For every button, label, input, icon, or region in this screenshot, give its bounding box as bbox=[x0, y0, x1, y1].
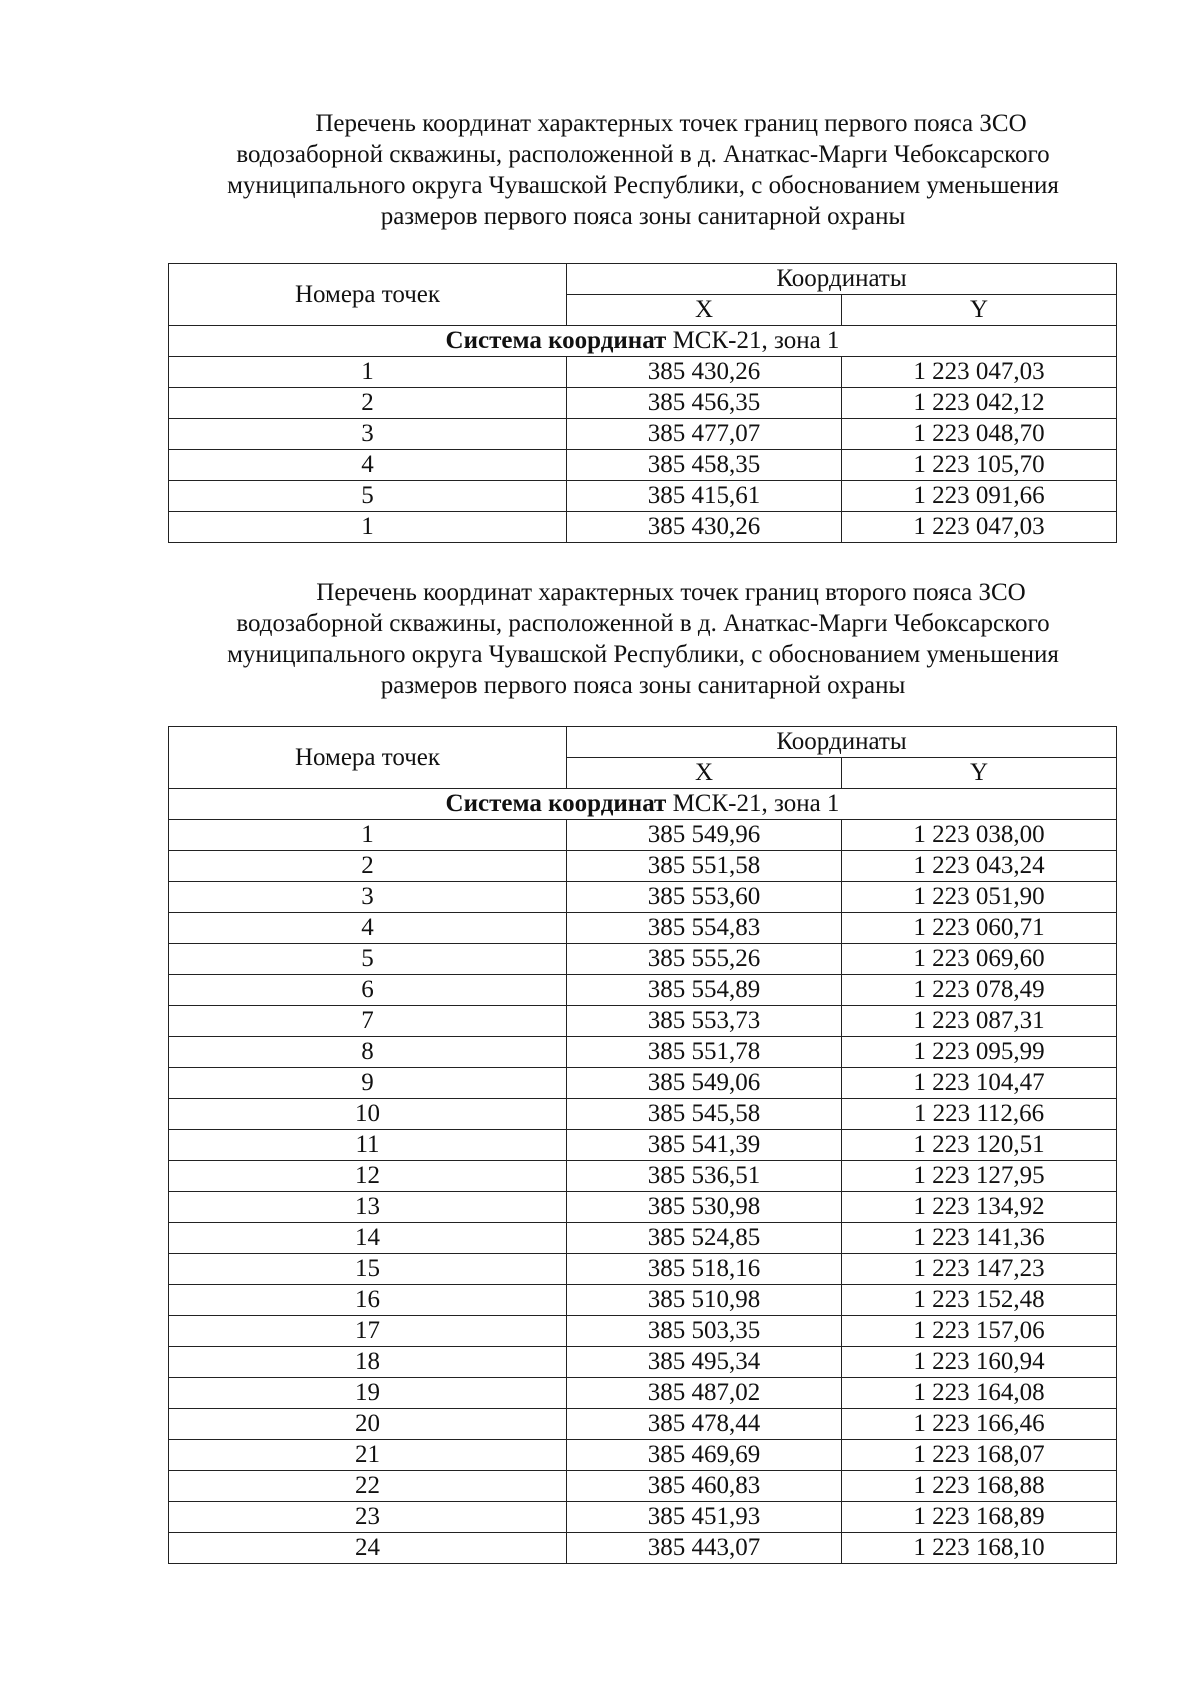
x-coordinate-cell: 385 458,35 bbox=[567, 450, 842, 481]
y-coordinate-cell: 1 223 168,89 bbox=[842, 1502, 1117, 1533]
point-number-cell: 1 bbox=[169, 357, 567, 388]
x-coordinate-cell: 385 510,98 bbox=[567, 1285, 842, 1316]
x-coordinate-cell: 385 451,93 bbox=[567, 1502, 842, 1533]
point-number-cell: 4 bbox=[169, 913, 567, 944]
point-number-cell: 4 bbox=[169, 450, 567, 481]
point-number-cell: 19 bbox=[169, 1378, 567, 1409]
heading-line: муниципального округа Чувашской Республики, с обоснованием уменьшения bbox=[227, 641, 1059, 668]
x-coordinate-cell: 385 554,83 bbox=[567, 913, 842, 944]
y-coordinate-cell: 1 223 160,94 bbox=[842, 1347, 1117, 1378]
point-number-cell: 21 bbox=[169, 1440, 567, 1471]
table-row bbox=[169, 481, 1117, 512]
y-coordinate-cell: 1 223 105,70 bbox=[842, 450, 1117, 481]
coordinate-system-name: МСК-21, зона 1 bbox=[666, 790, 840, 817]
table-row bbox=[169, 512, 1117, 543]
x-coordinate-cell: 385 524,85 bbox=[567, 1223, 842, 1254]
table-row bbox=[169, 1254, 1117, 1285]
coordinates-table-second-zone bbox=[168, 726, 1117, 1564]
table-row bbox=[169, 1192, 1117, 1223]
table-row bbox=[169, 1502, 1117, 1533]
coordinate-system-title: Система координат bbox=[445, 790, 667, 817]
table-row bbox=[169, 944, 1117, 975]
table-row bbox=[169, 450, 1117, 481]
y-coordinate-cell: 1 223 168,07 bbox=[842, 1440, 1117, 1471]
table-row bbox=[169, 1347, 1117, 1378]
point-number-cell: 12 bbox=[169, 1161, 567, 1192]
column-header-x: X bbox=[567, 758, 842, 789]
coordinate-system-name: МСК-21, зона 1 bbox=[666, 327, 840, 354]
y-coordinate-cell: 1 223 127,95 bbox=[842, 1161, 1117, 1192]
y-coordinate-cell: 1 223 047,03 bbox=[842, 512, 1117, 543]
table-row bbox=[169, 1316, 1117, 1347]
x-coordinate-cell: 385 551,58 bbox=[567, 851, 842, 882]
y-coordinate-cell: 1 223 060,71 bbox=[842, 913, 1117, 944]
x-coordinate-cell: 385 555,26 bbox=[567, 944, 842, 975]
point-number-cell: 1 bbox=[169, 820, 567, 851]
heading-line: размеров первого пояса зоны санитарной охраны bbox=[380, 672, 906, 699]
heading-line: водозаборной скважины, расположенной в д. Анаткас-Марги Чебоксарского bbox=[236, 141, 1050, 168]
table-row bbox=[169, 1285, 1117, 1316]
point-number-cell: 8 bbox=[169, 1037, 567, 1068]
point-number-cell: 23 bbox=[169, 1502, 567, 1533]
x-coordinate-cell: 385 487,02 bbox=[567, 1378, 842, 1409]
y-coordinate-cell: 1 223 157,06 bbox=[842, 1316, 1117, 1347]
heading-first-zone bbox=[168, 108, 1118, 232]
table-row bbox=[169, 1378, 1117, 1409]
table-row bbox=[169, 882, 1117, 913]
table-row bbox=[169, 820, 1117, 851]
y-coordinate-cell: 1 223 047,03 bbox=[842, 357, 1117, 388]
y-coordinate-cell: 1 223 087,31 bbox=[842, 1006, 1117, 1037]
column-header-points: Номера точек bbox=[169, 727, 567, 789]
point-number-cell: 6 bbox=[169, 975, 567, 1006]
point-number-cell: 7 bbox=[169, 1006, 567, 1037]
x-coordinate-cell: 385 456,35 bbox=[567, 388, 842, 419]
table-row bbox=[169, 388, 1117, 419]
x-coordinate-cell: 385 495,34 bbox=[567, 1347, 842, 1378]
heading-line: водозаборной скважины, расположенной в д. Анаткас-Марги Чебоксарского bbox=[236, 610, 1050, 637]
column-header-coordinates: Координаты bbox=[567, 264, 1117, 295]
x-coordinate-cell: 385 541,39 bbox=[567, 1130, 842, 1161]
coordinate-system-row bbox=[169, 326, 1117, 357]
x-coordinate-cell: 385 553,60 bbox=[567, 882, 842, 913]
heading-second-zone bbox=[168, 577, 1118, 701]
x-coordinate-cell: 385 477,07 bbox=[567, 419, 842, 450]
table-row bbox=[169, 1533, 1117, 1564]
y-coordinate-cell: 1 223 134,92 bbox=[842, 1192, 1117, 1223]
point-number-cell: 3 bbox=[169, 882, 567, 913]
point-number-cell: 11 bbox=[169, 1130, 567, 1161]
y-coordinate-cell: 1 223 038,00 bbox=[842, 820, 1117, 851]
y-coordinate-cell: 1 223 112,66 bbox=[842, 1099, 1117, 1130]
coordinate-system-label bbox=[169, 326, 1117, 357]
table-row bbox=[169, 357, 1117, 388]
point-number-cell: 10 bbox=[169, 1099, 567, 1130]
x-coordinate-cell: 385 469,69 bbox=[567, 1440, 842, 1471]
y-coordinate-cell: 1 223 051,90 bbox=[842, 882, 1117, 913]
table-body bbox=[169, 326, 1117, 543]
column-header-x: X bbox=[567, 295, 842, 326]
x-coordinate-cell: 385 545,58 bbox=[567, 1099, 842, 1130]
y-coordinate-cell: 1 223 168,10 bbox=[842, 1533, 1117, 1564]
column-header-y: Y bbox=[842, 758, 1117, 789]
y-coordinate-cell: 1 223 164,08 bbox=[842, 1378, 1117, 1409]
y-coordinate-cell: 1 223 078,49 bbox=[842, 975, 1117, 1006]
table-row bbox=[169, 1130, 1117, 1161]
point-number-cell: 22 bbox=[169, 1471, 567, 1502]
coordinate-system-label bbox=[169, 789, 1117, 820]
table-row bbox=[169, 1099, 1117, 1130]
x-coordinate-cell: 385 415,61 bbox=[567, 481, 842, 512]
point-number-cell: 1 bbox=[169, 512, 567, 543]
point-number-cell: 2 bbox=[169, 388, 567, 419]
point-number-cell: 20 bbox=[169, 1409, 567, 1440]
y-coordinate-cell: 1 223 168,88 bbox=[842, 1471, 1117, 1502]
column-header-points: Номера точек bbox=[169, 264, 567, 326]
x-coordinate-cell: 385 554,89 bbox=[567, 975, 842, 1006]
point-number-cell: 15 bbox=[169, 1254, 567, 1285]
table-row bbox=[169, 1037, 1117, 1068]
x-coordinate-cell: 385 443,07 bbox=[567, 1533, 842, 1564]
point-number-cell: 14 bbox=[169, 1223, 567, 1254]
heading-line: Перечень координат характерных точек границ первого пояса ЗСО bbox=[315, 110, 1027, 137]
column-header-y: Y bbox=[842, 295, 1117, 326]
table-row bbox=[169, 1006, 1117, 1037]
y-coordinate-cell: 1 223 147,23 bbox=[842, 1254, 1117, 1285]
table-row bbox=[169, 1409, 1117, 1440]
table-row bbox=[169, 1440, 1117, 1471]
x-coordinate-cell: 385 518,16 bbox=[567, 1254, 842, 1285]
point-number-cell: 13 bbox=[169, 1192, 567, 1223]
x-coordinate-cell: 385 430,26 bbox=[567, 512, 842, 543]
table-row bbox=[169, 1068, 1117, 1099]
y-coordinate-cell: 1 223 042,12 bbox=[842, 388, 1117, 419]
heading-line: муниципального округа Чувашской Республики, с обоснованием уменьшения bbox=[227, 172, 1059, 199]
x-coordinate-cell: 385 553,73 bbox=[567, 1006, 842, 1037]
table-row bbox=[169, 1223, 1117, 1254]
point-number-cell: 5 bbox=[169, 944, 567, 975]
coordinates-table-first-zone bbox=[168, 263, 1117, 543]
coordinate-system-row bbox=[169, 789, 1117, 820]
table-row bbox=[169, 419, 1117, 450]
y-coordinate-cell: 1 223 166,46 bbox=[842, 1409, 1117, 1440]
point-number-cell: 3 bbox=[169, 419, 567, 450]
point-number-cell: 16 bbox=[169, 1285, 567, 1316]
column-header-coordinates: Координаты bbox=[567, 727, 1117, 758]
table-row bbox=[169, 975, 1117, 1006]
table-row bbox=[169, 1161, 1117, 1192]
x-coordinate-cell: 385 536,51 bbox=[567, 1161, 842, 1192]
x-coordinate-cell: 385 503,35 bbox=[567, 1316, 842, 1347]
point-number-cell: 5 bbox=[169, 481, 567, 512]
point-number-cell: 18 bbox=[169, 1347, 567, 1378]
x-coordinate-cell: 385 551,78 bbox=[567, 1037, 842, 1068]
table-body bbox=[169, 789, 1117, 1564]
y-coordinate-cell: 1 223 095,99 bbox=[842, 1037, 1117, 1068]
point-number-cell: 24 bbox=[169, 1533, 567, 1564]
y-coordinate-cell: 1 223 141,36 bbox=[842, 1223, 1117, 1254]
table-row bbox=[169, 1471, 1117, 1502]
y-coordinate-cell: 1 223 120,51 bbox=[842, 1130, 1117, 1161]
point-number-cell: 2 bbox=[169, 851, 567, 882]
x-coordinate-cell: 385 549,06 bbox=[567, 1068, 842, 1099]
x-coordinate-cell: 385 549,96 bbox=[567, 820, 842, 851]
point-number-cell: 9 bbox=[169, 1068, 567, 1099]
table-row bbox=[169, 913, 1117, 944]
heading-line: Перечень координат характерных точек границ второго пояса ЗСО bbox=[316, 579, 1026, 606]
y-coordinate-cell: 1 223 104,47 bbox=[842, 1068, 1117, 1099]
x-coordinate-cell: 385 478,44 bbox=[567, 1409, 842, 1440]
heading-line: размеров первого пояса зоны санитарной охраны bbox=[380, 203, 906, 230]
y-coordinate-cell: 1 223 048,70 bbox=[842, 419, 1117, 450]
coordinate-system-title: Система координат bbox=[445, 327, 667, 354]
y-coordinate-cell: 1 223 043,24 bbox=[842, 851, 1117, 882]
x-coordinate-cell: 385 460,83 bbox=[567, 1471, 842, 1502]
y-coordinate-cell: 1 223 152,48 bbox=[842, 1285, 1117, 1316]
x-coordinate-cell: 385 530,98 bbox=[567, 1192, 842, 1223]
table-row bbox=[169, 851, 1117, 882]
y-coordinate-cell: 1 223 091,66 bbox=[842, 481, 1117, 512]
y-coordinate-cell: 1 223 069,60 bbox=[842, 944, 1117, 975]
x-coordinate-cell: 385 430,26 bbox=[567, 357, 842, 388]
point-number-cell: 17 bbox=[169, 1316, 567, 1347]
